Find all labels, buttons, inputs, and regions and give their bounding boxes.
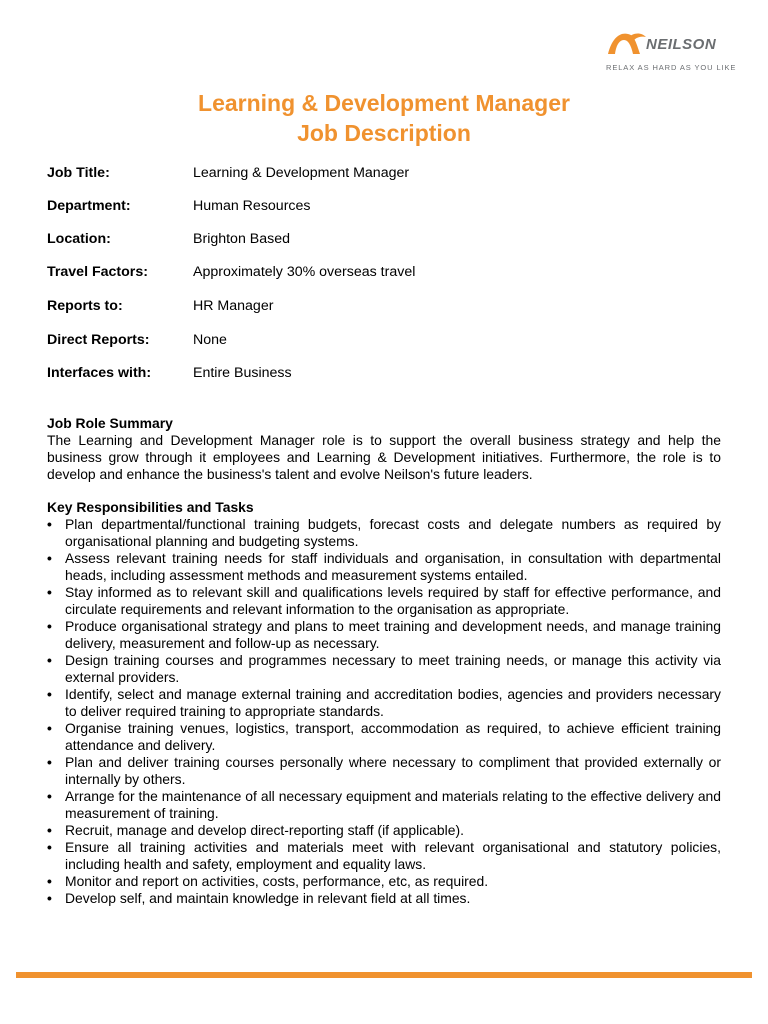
swoosh-logo-icon [606, 28, 648, 56]
list-item [47, 873, 721, 890]
list-item [47, 788, 721, 822]
list-item-text: Recruit, manage and develop direct-reporting staff (if applicable). [65, 822, 464, 838]
list-item [47, 822, 721, 839]
document-title: Learning & Development Manager [198, 90, 570, 116]
list-item-text: Monitor and report on activities, costs, performance, etc, as required. [65, 873, 489, 889]
bullet-icon: • [47, 584, 52, 600]
detail-label: Interfaces with: [47, 365, 152, 381]
list-item [47, 652, 721, 686]
bullet-icon: • [47, 516, 52, 532]
section-heading: Key Responsibilities and Tasks [47, 499, 254, 515]
list-item [47, 550, 721, 584]
bullet-icon: • [47, 839, 52, 855]
list-item-text: Plan and deliver training courses personally where necessary to compliment that provided externally or internally by others. [65, 754, 721, 787]
list-item-text: Produce organisational strategy and plans to meet training and development needs, and manage training delivery, measurement and follow-up as necessary. [65, 618, 721, 651]
detail-value: Approximately 30% overseas travel [193, 264, 416, 280]
list-item [47, 686, 721, 720]
document-subtitle: Job Description [297, 120, 471, 146]
list-item-text: Arrange for the maintenance of all necessary equipment and materials relating to the effective delivery and measurement of training. [65, 788, 721, 821]
detail-label: Location: [47, 231, 111, 247]
bullet-icon: • [47, 788, 52, 804]
list-item [47, 754, 721, 788]
list-item [47, 584, 721, 618]
detail-value: Brighton Based [193, 231, 291, 247]
detail-value: None [193, 332, 227, 348]
detail-label: Travel Factors: [47, 264, 148, 280]
list-item-text: Organise training venues, logistics, transport, accommodation as required, to achieve efficient training attendance and delivery. [65, 720, 721, 753]
list-item-text: Ensure all training activities and materials meet with relevant organisational and statutory policies, including health and safety, employment and equality laws. [65, 839, 721, 872]
list-item [47, 890, 721, 907]
detail-value: HR Manager [193, 298, 274, 314]
bullet-icon: • [47, 720, 52, 736]
list-item-text: Design training courses and programmes necessary to meet training needs, or manage this activity via external providers. [65, 652, 721, 685]
detail-label: Direct Reports: [47, 332, 150, 348]
list-item [47, 516, 721, 550]
bullet-icon: • [47, 822, 52, 838]
list-item-text: Stay informed as to relevant skill and qualifications levels required by staff for effective performance, and circulate requirements and relevant information to the organisation as appropriate. [65, 584, 721, 617]
bullet-icon: • [47, 754, 52, 770]
responsibilities-list [47, 516, 721, 907]
summary-paragraph: The Learning and Development Manager role is to support the overall business strategy and help the business grow through it employees and Learning & Development initiatives. Furthermore, the role is to develop and enhance the business's talent and evolve Neilson's future leaders. [47, 432, 721, 482]
detail-value: Entire Business [193, 365, 292, 381]
bullet-icon: • [47, 890, 52, 906]
list-item [47, 720, 721, 754]
list-item [47, 839, 721, 873]
bullet-icon: • [47, 550, 52, 566]
responsibilities-section [47, 499, 721, 907]
list-item-text: Assess relevant training needs for staff individuals and organisation, in consultation with departmental heads, including assessment methods and measurement systems entailed. [65, 550, 721, 583]
detail-value: Learning & Development Manager [193, 165, 410, 181]
bullet-icon: • [47, 618, 52, 634]
list-item-text: Identify, select and manage external training and accreditation bodies, agencies and providers necessary to deliver required training to appropriate standards. [65, 686, 721, 719]
neilson-logo [606, 28, 746, 74]
bullet-icon: • [47, 686, 52, 702]
job-role-summary-section [47, 415, 721, 483]
bullet-icon: • [47, 652, 52, 668]
list-item-text: Plan departmental/functional training budgets, forecast costs and delegate numbers as required by organisational planning and budgeting systems. [65, 516, 721, 549]
logo-wordmark: NEILSON [646, 36, 717, 53]
footer-divider [16, 972, 752, 978]
detail-label: Job Title: [47, 165, 110, 181]
detail-label: Department: [47, 198, 131, 214]
logo-tagline: RELAX AS HARD AS YOU LIKE [606, 63, 737, 72]
section-heading: Job Role Summary [47, 415, 173, 431]
detail-label: Reports to: [47, 298, 123, 314]
list-item-text: Develop self, and maintain knowledge in relevant field at all times. [65, 890, 471, 906]
list-item [47, 618, 721, 652]
bullet-icon: • [47, 873, 52, 889]
detail-value: Human Resources [193, 198, 311, 214]
